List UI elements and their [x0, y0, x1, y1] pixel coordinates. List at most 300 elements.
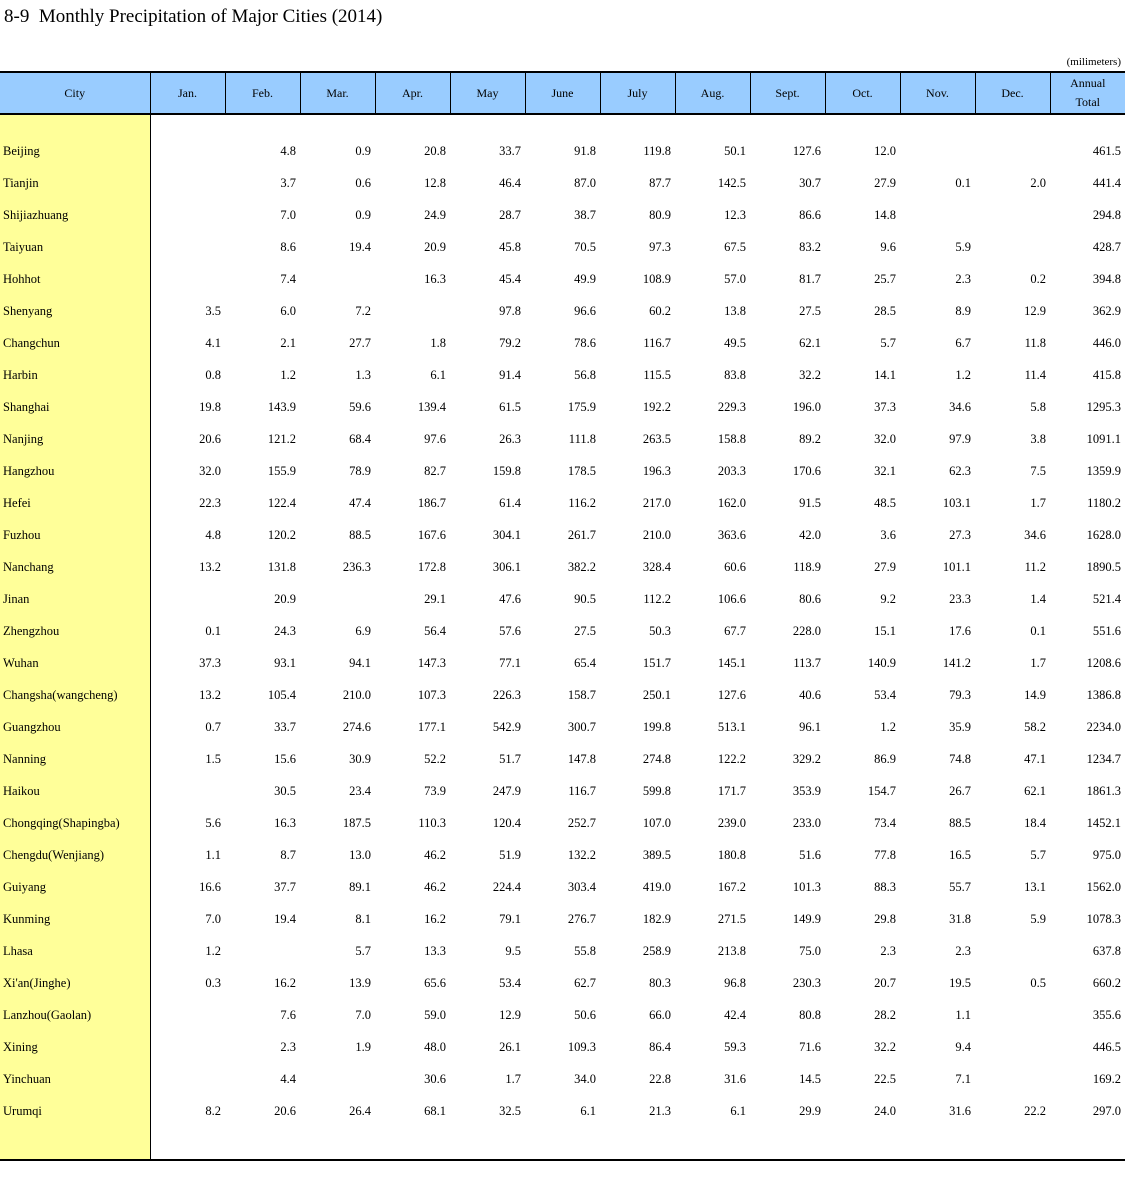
header-month: Feb. [225, 72, 300, 114]
value-cell: 26.7 [949, 783, 971, 798]
value-cell: 20.8 [424, 143, 446, 158]
value-cell: 59.6 [349, 399, 371, 414]
value-cell: 80.9 [649, 207, 671, 222]
value-cell: 419.0 [642, 879, 671, 894]
value-cell: 97.9 [949, 431, 971, 446]
value-cell: 27.5 [574, 623, 596, 638]
table-row [0, 935, 1125, 967]
table-row [0, 551, 1125, 583]
value-cell: 9.6 [880, 239, 896, 254]
value-cell: 37.7 [274, 879, 296, 894]
table-row [0, 967, 1125, 999]
value-cell: 15.1 [874, 623, 896, 638]
value-cell: 113.7 [793, 655, 821, 670]
header-month: Sept. [750, 72, 825, 114]
value-cell [525, 1127, 600, 1160]
value-cell: 59.3 [724, 1039, 746, 1054]
value-cell [600, 1127, 675, 1160]
value-cell [750, 114, 825, 135]
value-cell: 6.7 [955, 335, 971, 350]
value-cell [300, 583, 375, 615]
value-cell: 30.9 [349, 751, 371, 766]
value-cell: 11.4 [1024, 367, 1046, 382]
table-row [0, 295, 1125, 327]
annual-total-cell: 169.2 [1092, 1071, 1121, 1086]
table-row [0, 775, 1125, 807]
value-cell [150, 199, 225, 231]
table-row [0, 135, 1125, 167]
value-cell [225, 1127, 300, 1160]
city-cell: Chongqing(Shapingba) [0, 807, 150, 839]
value-cell: 4.8 [205, 527, 221, 542]
value-cell: 5.7 [355, 943, 371, 958]
table-row [0, 839, 1125, 871]
value-cell: 73.9 [424, 783, 446, 798]
value-cell: 1.3 [355, 367, 371, 382]
annual-total-cell: 1861.3 [1086, 783, 1121, 798]
table-row [0, 359, 1125, 391]
value-cell: 2.0 [1030, 175, 1046, 190]
annual-total-cell: 1295.3 [1086, 399, 1121, 414]
value-cell: 147.3 [417, 655, 446, 670]
value-cell: 147.8 [567, 751, 596, 766]
value-cell: 24.0 [874, 1103, 896, 1118]
value-cell: 250.1 [642, 687, 671, 702]
value-cell: 8.2 [205, 1103, 221, 1118]
value-cell: 51.6 [799, 847, 821, 862]
value-cell: 239.0 [717, 815, 746, 830]
value-cell: 186.7 [417, 495, 446, 510]
value-cell: 47.4 [349, 495, 371, 510]
city-cell: Lanzhou(Gaolan) [0, 999, 150, 1031]
value-cell: 42.4 [724, 1007, 746, 1022]
header-city: City [0, 72, 150, 114]
value-cell: 108.9 [642, 271, 671, 286]
header-total [1050, 72, 1125, 114]
value-cell: 86.4 [649, 1039, 671, 1054]
value-cell: 53.4 [874, 687, 896, 702]
city-cell [0, 1127, 150, 1160]
value-cell: 8.7 [280, 847, 296, 862]
value-cell: 29.1 [424, 591, 446, 606]
city-cell: Jinan [0, 583, 150, 615]
value-cell: 303.4 [567, 879, 596, 894]
value-cell: 21.3 [649, 1103, 671, 1118]
value-cell: 12.9 [499, 1007, 521, 1022]
value-cell: 258.9 [642, 943, 671, 958]
value-cell [150, 167, 225, 199]
value-cell [975, 231, 1050, 263]
value-cell: 139.4 [417, 399, 446, 414]
value-cell: 229.3 [717, 399, 746, 414]
value-cell [675, 114, 750, 135]
city-cell: Guiyang [0, 871, 150, 903]
value-cell: 154.7 [867, 783, 896, 798]
value-cell: 1.8 [430, 335, 446, 350]
value-cell: 33.7 [274, 719, 296, 734]
header-total-line2: Total [1075, 95, 1100, 109]
value-cell: 542.9 [492, 719, 521, 734]
table-row [0, 199, 1125, 231]
value-cell: 51.9 [499, 847, 521, 862]
value-cell: 5.8 [1030, 399, 1046, 414]
header-month: Jan. [150, 72, 225, 114]
value-cell: 274.6 [342, 719, 371, 734]
value-cell: 1.7 [1030, 495, 1046, 510]
value-cell: 105.4 [267, 687, 296, 702]
value-cell: 199.8 [642, 719, 671, 734]
city-cell: Chengdu(Wenjiang) [0, 839, 150, 871]
value-cell: 3.5 [205, 303, 221, 318]
value-cell: 0.1 [1030, 623, 1046, 638]
value-cell: 97.6 [424, 431, 446, 446]
value-cell: 13.0 [349, 847, 371, 862]
value-cell: 5.9 [1030, 911, 1046, 926]
value-cell: 87.0 [574, 175, 596, 190]
table-row [0, 1095, 1125, 1127]
value-cell: 80.6 [799, 591, 821, 606]
value-cell: 77.8 [874, 847, 896, 862]
value-cell [150, 999, 225, 1031]
city-cell: Shijiazhuang [0, 199, 150, 231]
value-cell: 107.3 [417, 687, 446, 702]
value-cell: 0.8 [205, 367, 221, 382]
value-cell [375, 1127, 450, 1160]
value-cell: 1.1 [205, 847, 221, 862]
value-cell: 141.2 [942, 655, 971, 670]
value-cell [975, 135, 1050, 167]
table-row [0, 1031, 1125, 1063]
value-cell: 14.1 [874, 367, 896, 382]
value-cell: 217.0 [642, 495, 671, 510]
value-cell: 2.3 [955, 943, 971, 958]
value-cell: 86.6 [799, 207, 821, 222]
value-cell: 13.2 [199, 559, 221, 574]
value-cell: 224.4 [492, 879, 521, 894]
value-cell: 3.7 [280, 175, 296, 190]
value-cell: 67.7 [724, 623, 746, 638]
value-cell: 7.2 [355, 303, 371, 318]
value-cell [825, 1127, 900, 1160]
value-cell: 50.1 [724, 143, 746, 158]
value-cell: 62.3 [949, 463, 971, 478]
value-cell: 247.9 [492, 783, 521, 798]
value-cell: 55.7 [949, 879, 971, 894]
value-cell: 0.7 [205, 719, 221, 734]
value-cell: 25.7 [874, 271, 896, 286]
value-cell: 363.6 [717, 527, 746, 542]
value-cell: 210.0 [642, 527, 671, 542]
city-cell: Taiyuan [0, 231, 150, 263]
value-cell: 14.5 [799, 1071, 821, 1086]
value-cell: 24.3 [274, 623, 296, 638]
value-cell [975, 999, 1050, 1031]
value-cell: 26.3 [499, 431, 521, 446]
value-cell: 142.5 [717, 175, 746, 190]
value-cell: 80.8 [799, 1007, 821, 1022]
value-cell: 40.6 [799, 687, 821, 702]
value-cell: 7.1 [955, 1071, 971, 1086]
value-cell: 46.4 [499, 175, 521, 190]
header-month: Apr. [375, 72, 450, 114]
value-cell: 8.1 [355, 911, 371, 926]
value-cell: 73.4 [874, 815, 896, 830]
value-cell: 121.2 [267, 431, 296, 446]
value-cell: 51.7 [499, 751, 521, 766]
value-cell: 57.6 [499, 623, 521, 638]
value-cell: 196.0 [792, 399, 821, 414]
value-cell: 23.3 [949, 591, 971, 606]
value-cell: 7.0 [205, 911, 221, 926]
annual-total-cell: 1359.9 [1086, 463, 1121, 478]
value-cell: 96.8 [724, 975, 746, 990]
city-cell: Fuzhou [0, 519, 150, 551]
value-cell: 22.3 [199, 495, 221, 510]
value-cell: 178.5 [567, 463, 596, 478]
value-cell: 32.1 [874, 463, 896, 478]
city-cell: Hefei [0, 487, 150, 519]
value-cell: 1.1 [955, 1007, 971, 1022]
value-cell [900, 199, 975, 231]
value-cell: 30.5 [274, 783, 296, 798]
value-cell: 26.4 [349, 1103, 371, 1118]
value-cell: 1.2 [880, 719, 896, 734]
value-cell: 34.0 [574, 1071, 596, 1086]
table-row [0, 583, 1125, 615]
value-cell: 82.7 [424, 463, 446, 478]
value-cell: 2.3 [880, 943, 896, 958]
value-cell: 52.2 [424, 751, 446, 766]
value-cell: 115.5 [643, 367, 671, 382]
value-cell: 20.7 [874, 975, 896, 990]
city-cell: Zhengzhou [0, 615, 150, 647]
value-cell: 132.2 [567, 847, 596, 862]
annual-total-cell: 355.6 [1092, 1007, 1121, 1022]
city-cell [0, 114, 150, 135]
value-cell: 226.3 [492, 687, 521, 702]
value-cell: 304.1 [492, 527, 521, 542]
value-cell: 328.4 [642, 559, 671, 574]
value-cell: 155.9 [267, 463, 296, 478]
value-cell: 2.1 [280, 335, 296, 350]
value-cell: 32.0 [199, 463, 221, 478]
value-cell: 62.7 [574, 975, 596, 990]
annual-total-cell: 1078.3 [1086, 911, 1121, 926]
value-cell: 151.7 [642, 655, 671, 670]
value-cell: 172.8 [417, 559, 446, 574]
value-cell: 14.8 [874, 207, 896, 222]
value-cell: 32.0 [874, 431, 896, 446]
value-cell: 16.3 [274, 815, 296, 830]
value-cell: 42.0 [799, 527, 821, 542]
table-row [0, 519, 1125, 551]
header-month: June [525, 72, 600, 114]
value-cell: 177.1 [417, 719, 446, 734]
value-cell: 271.5 [717, 911, 746, 926]
value-cell: 75.0 [799, 943, 821, 958]
value-cell: 16.3 [424, 271, 446, 286]
value-cell: 89.1 [349, 879, 371, 894]
city-cell: Nanchang [0, 551, 150, 583]
value-cell: 180.8 [717, 847, 746, 862]
value-cell: 16.2 [274, 975, 296, 990]
value-cell: 175.9 [567, 399, 596, 414]
value-cell: 62.1 [1024, 783, 1046, 798]
unit-label: (milimeters) [1066, 56, 1121, 68]
value-cell: 171.7 [717, 783, 746, 798]
table-row [0, 231, 1125, 263]
value-cell: 28.5 [874, 303, 896, 318]
value-cell: 29.8 [874, 911, 896, 926]
city-cell: Shanghai [0, 391, 150, 423]
value-cell: 122.4 [267, 495, 296, 510]
value-cell: 17.6 [949, 623, 971, 638]
value-cell [375, 295, 450, 327]
annual-total-cell: 1562.0 [1086, 879, 1121, 894]
annual-total-cell: 428.7 [1092, 239, 1121, 254]
value-cell: 7.4 [280, 271, 296, 286]
value-cell [450, 1127, 525, 1160]
city-cell: Hohhot [0, 263, 150, 295]
table-row [0, 1063, 1125, 1095]
value-cell: 90.5 [574, 591, 596, 606]
value-cell [150, 231, 225, 263]
value-cell: 13.2 [199, 687, 221, 702]
value-cell: 12.3 [724, 207, 746, 222]
annual-total-cell: 297.0 [1092, 1103, 1121, 1118]
value-cell: 5.7 [880, 335, 896, 350]
value-cell: 77.1 [499, 655, 521, 670]
annual-total-cell: 446.0 [1092, 335, 1121, 350]
value-cell: 88.5 [949, 815, 971, 830]
value-cell: 83.2 [799, 239, 821, 254]
value-cell: 13.9 [349, 975, 371, 990]
value-cell: 96.6 [574, 303, 596, 318]
page-title: 8-9 Monthly Precipitation of Major Cities (2014) [4, 6, 383, 27]
value-cell: 18.4 [1024, 815, 1046, 830]
value-cell: 122.2 [717, 751, 746, 766]
value-cell: 56.4 [424, 623, 446, 638]
value-cell: 26.1 [499, 1039, 521, 1054]
value-cell: 68.1 [424, 1103, 446, 1118]
value-cell: 6.1 [730, 1103, 746, 1118]
city-cell: Hangzhou [0, 455, 150, 487]
city-cell: Nanning [0, 743, 150, 775]
value-cell: 61.4 [499, 495, 521, 510]
value-cell: 27.9 [874, 175, 896, 190]
value-cell: 97.8 [499, 303, 521, 318]
table-row [0, 167, 1125, 199]
value-cell: 79.3 [949, 687, 971, 702]
value-cell: 47.1 [1024, 751, 1046, 766]
value-cell: 46.2 [424, 879, 446, 894]
value-cell: 15.6 [274, 751, 296, 766]
annual-total-cell: 2234.0 [1086, 719, 1121, 734]
value-cell: 3.8 [1030, 431, 1046, 446]
value-cell: 27.3 [949, 527, 971, 542]
value-cell: 20.9 [274, 591, 296, 606]
value-cell: 13.3 [424, 943, 446, 958]
value-cell [450, 114, 525, 135]
value-cell [225, 114, 300, 135]
value-cell [150, 114, 225, 135]
value-cell: 34.6 [1024, 527, 1046, 542]
value-cell: 127.6 [717, 687, 746, 702]
value-cell [300, 114, 375, 135]
value-cell: 599.8 [642, 783, 671, 798]
value-cell [975, 1031, 1050, 1063]
value-cell: 306.1 [492, 559, 521, 574]
city-cell: Lhasa [0, 935, 150, 967]
value-cell: 145.1 [717, 655, 746, 670]
value-cell: 107.0 [642, 815, 671, 830]
value-cell: 56.8 [574, 367, 596, 382]
value-cell: 1.2 [280, 367, 296, 382]
value-cell: 389.5 [642, 847, 671, 862]
table-header [0, 72, 1125, 114]
value-cell: 22.2 [1024, 1103, 1046, 1118]
value-cell: 9.2 [880, 591, 896, 606]
table-row [0, 871, 1125, 903]
value-cell: 81.7 [799, 271, 821, 286]
value-cell: 119.8 [643, 143, 671, 158]
value-cell [975, 114, 1050, 135]
value-cell: 263.5 [642, 431, 671, 446]
table-row [0, 615, 1125, 647]
value-cell [375, 114, 450, 135]
value-cell: 45.4 [499, 271, 521, 286]
table-row [0, 999, 1125, 1031]
value-cell: 274.8 [642, 751, 671, 766]
value-cell: 329.2 [792, 751, 821, 766]
value-cell: 67.5 [724, 239, 746, 254]
value-cell: 192.2 [642, 399, 671, 414]
value-cell: 16.2 [424, 911, 446, 926]
value-cell: 22.8 [649, 1071, 671, 1086]
annual-total-cell: 294.8 [1092, 207, 1121, 222]
annual-total-cell: 660.2 [1092, 975, 1121, 990]
value-cell: 70.5 [574, 239, 596, 254]
value-cell: 106.6 [717, 591, 746, 606]
header-month: July [600, 72, 675, 114]
value-cell: 83.8 [724, 367, 746, 382]
value-cell: 167.2 [717, 879, 746, 894]
annual-total-cell: 975.0 [1092, 847, 1121, 862]
value-cell: 87.7 [649, 175, 671, 190]
value-cell: 203.3 [717, 463, 746, 478]
value-cell: 213.8 [717, 943, 746, 958]
value-cell [150, 583, 225, 615]
value-cell: 5.6 [205, 815, 221, 830]
value-cell: 78.9 [349, 463, 371, 478]
value-cell: 140.9 [867, 655, 896, 670]
value-cell: 159.8 [492, 463, 521, 478]
value-cell: 112.2 [643, 591, 671, 606]
value-cell: 0.6 [355, 175, 371, 190]
value-cell: 8.6 [280, 239, 296, 254]
value-cell: 32.2 [799, 367, 821, 382]
value-cell: 1.2 [205, 943, 221, 958]
value-cell [1050, 1127, 1125, 1160]
value-cell: 3.6 [880, 527, 896, 542]
value-cell: 13.1 [1024, 879, 1046, 894]
table-row [0, 743, 1125, 775]
value-cell: 0.5 [1030, 975, 1046, 990]
value-cell: 261.7 [567, 527, 596, 542]
value-cell: 1.7 [505, 1071, 521, 1086]
value-cell [900, 135, 975, 167]
value-cell: 60.6 [724, 559, 746, 574]
